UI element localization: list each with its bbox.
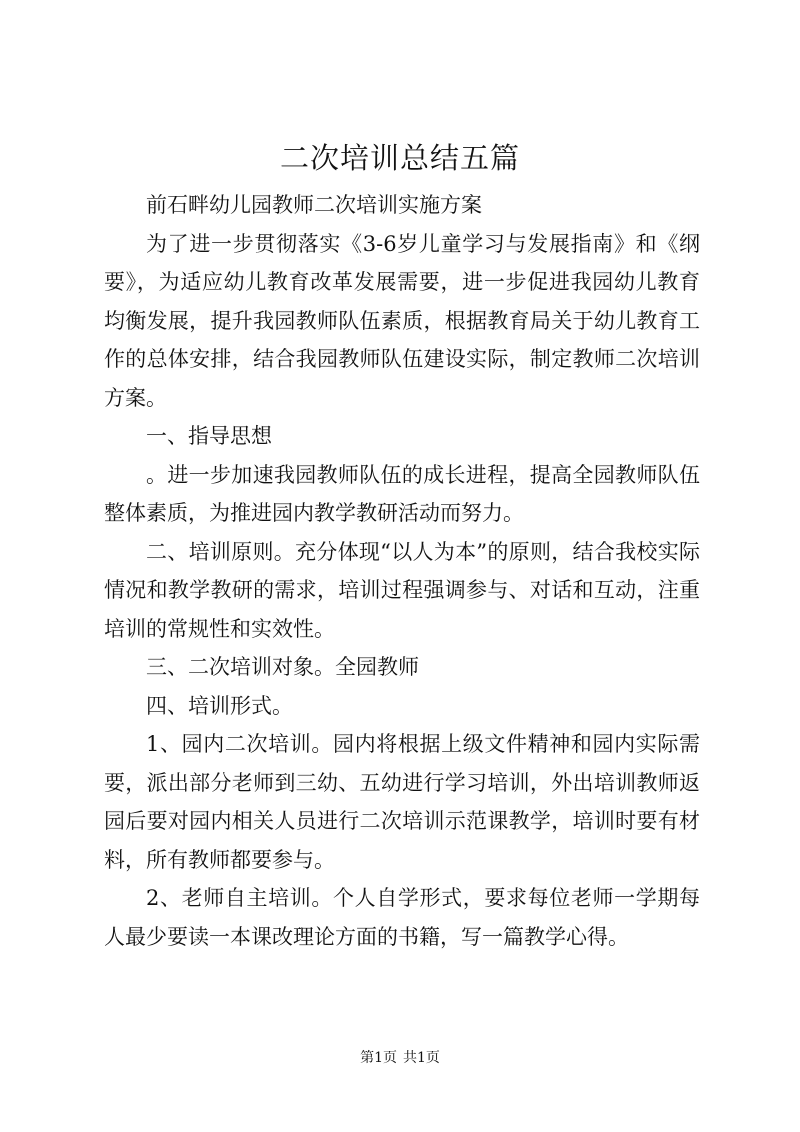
page-footer <box>0 1048 800 1068</box>
document-body <box>104 186 700 956</box>
paragraph-self-training: 2、老师自主培训。个人自学形式，要求每位老师一学期每人最少要读一本课改理论方面的书籍，写一篇教学心得。 <box>104 886 700 949</box>
paragraph-plan-name: 前石畔幼儿园教师二次培训实施方案 <box>146 193 482 217</box>
paragraph-intro: 为了进一步贯彻落实《3-6岁儿童学习与发展指南》和《纲要》，为适应幼儿教育改革发展需要，进一步促进我园幼儿教育均衡发展，提升我园教师队伍素质，根据教育局关于幼儿教育工作的总体安排，结合我园教师队伍建设实际，制定教师二次培训方案。 <box>104 231 700 410</box>
document-title: 二次培训总结五篇 <box>279 141 520 175</box>
page-number: 第1页 <box>360 1050 397 1066</box>
section-heading-guiding-thought: 一、指导思想 <box>146 424 272 448</box>
paragraph-training-principle: 二、培训原则。充分体现“以人为本”的原则，结合我校实际情况和教学教研的需求，培训过程强调参与、对话和互动，注重培训的常规性和实效性。 <box>104 539 700 641</box>
page-total: 共1页 <box>403 1050 440 1066</box>
paragraph-training-target: 三、二次培训对象。全园教师 <box>146 655 419 679</box>
paragraph-guiding-thought: 。进一步加速我园教师队伍的成长进程，提高全园教师队伍整体素质，为推进园内教学教研活动而努力。 <box>104 462 700 525</box>
section-heading-training-form: 四、培训形式。 <box>146 693 293 718</box>
paragraph-in-school-training: 1、园内二次培训。园内将根据上级文件精神和园内实际需要，派出部分老师到三幼、五幼进行学习培训，外出培训教师返园后要对园内相关人员进行二次培训示范课教学，培训时要有材料，所有教师都要参与。 <box>104 732 700 872</box>
